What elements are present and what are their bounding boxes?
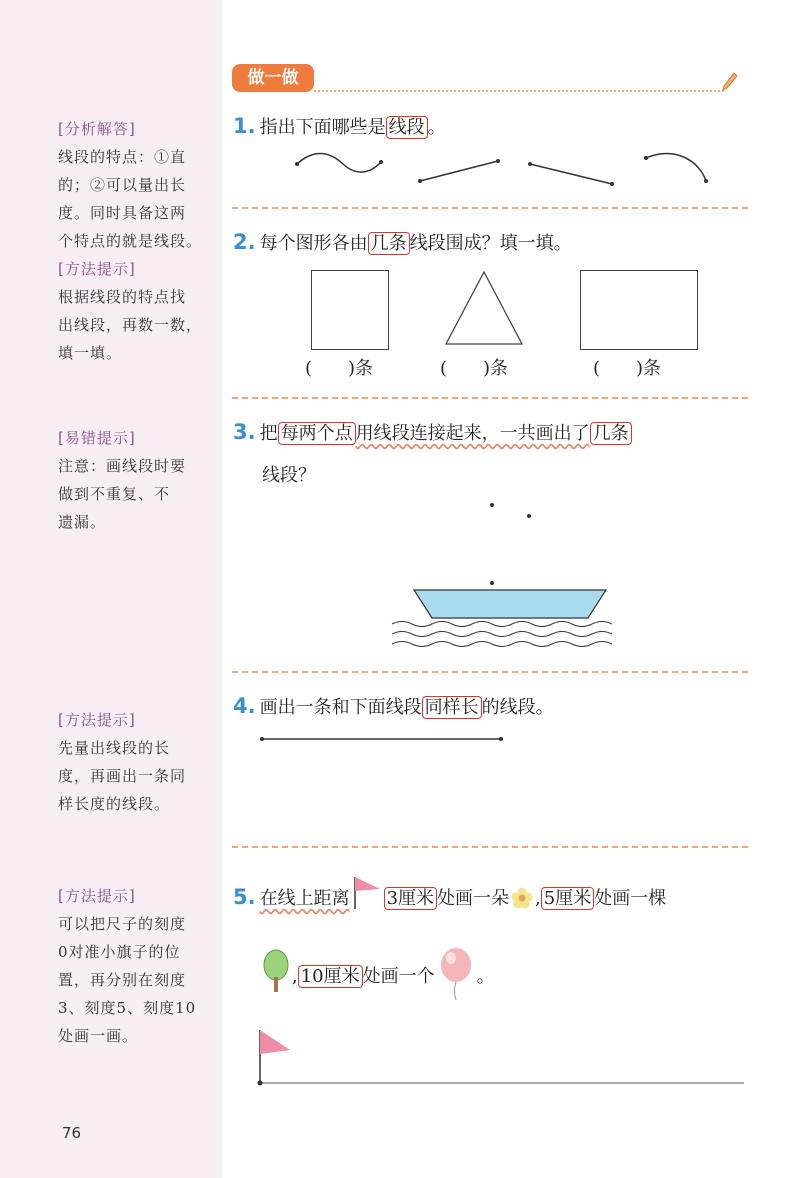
method-tip-3-title: [方法提示] [58, 887, 136, 905]
keyword-box: 几条 [368, 232, 410, 255]
question-5: 5. 在线上距离 3厘米 处画一朵 , 5厘米 处画一棵 [233, 884, 666, 910]
question-number: 2. [233, 230, 256, 254]
rectangle-figure [580, 270, 698, 350]
question-text: 在线上距离 [259, 888, 350, 909]
keyword-box: 5厘米 [541, 887, 594, 910]
mistake-tip-line: 注意：画线段时要 [58, 457, 187, 475]
question-text: 。 [476, 966, 495, 987]
question-2 [233, 229, 572, 255]
question-1 [233, 113, 446, 139]
question-text: 把 [259, 423, 278, 444]
keyword-box: 线段 [386, 116, 428, 139]
segment-figure [418, 158, 500, 184]
question-number: 5. [233, 885, 256, 909]
method-tip-3-line: 0对准小旗子的位 [58, 943, 181, 961]
keyword-box: 几条 [590, 422, 632, 445]
answer-blank[interactable]: ( )条 [305, 358, 374, 379]
boat-dots-figure [388, 500, 628, 650]
question-4 [233, 693, 554, 719]
question-text: 处画一棵 [594, 888, 667, 909]
section-divider [232, 671, 748, 673]
keyword-box: 每两个点 [278, 422, 356, 445]
analysis-tip [58, 115, 208, 367]
section-divider [232, 846, 748, 848]
pencil-icon [722, 72, 738, 92]
reference-segment [260, 735, 504, 743]
keyword-box: 10厘米 [298, 965, 363, 988]
analysis-tip-line: 线段的特点：①直 [58, 148, 187, 166]
header-dotted-line [314, 90, 724, 92]
page-number: 76 [62, 1124, 82, 1142]
arc-figure [644, 150, 710, 184]
analysis-tip-line: 的；②可以量出长 [58, 176, 187, 194]
keyword-box: 同样长 [422, 696, 482, 719]
question-3 [233, 419, 632, 445]
question-number: 4. [233, 694, 256, 718]
flag-icon [350, 889, 384, 909]
triangle-figure [444, 270, 524, 346]
question-3-line-2: 线段？ [262, 465, 316, 486]
question-text: 用线段连接起来，一共画出了 [355, 423, 590, 444]
method-tip-3-line: 处画一画。 [58, 1027, 139, 1045]
method-tip-title: [方法提示] [58, 260, 136, 278]
flower-icon [509, 889, 535, 909]
square-figure [311, 270, 389, 350]
mistake-tip-title: [易错提示] [58, 429, 136, 447]
question-text: 画出一条和下面线段 [259, 697, 422, 718]
method-tip-line: 根据线段的特点找 [58, 288, 187, 306]
method-tip-line: 出线段，再数一数， [58, 316, 203, 334]
mistake-tip-line: 做到不重复、不 [58, 485, 171, 503]
question-text: 每个图形各由 [259, 233, 368, 254]
question-text: 指出下面哪些是 [259, 117, 386, 138]
balloon-icon [435, 965, 477, 989]
method-tip-3 [58, 882, 208, 1050]
answer-blank[interactable]: ( )条 [440, 358, 509, 379]
section-divider [232, 397, 748, 399]
section-badge: 做一做 [232, 64, 314, 92]
question-text: 处画一朵 [437, 888, 510, 909]
method-tip-2-title: [方法提示] [58, 711, 136, 729]
question-text: 的线段。 [481, 697, 554, 718]
analysis-tip-line: 度。同时具备这两 [58, 204, 187, 222]
segment-figure [528, 162, 614, 186]
tree-icon [262, 965, 292, 989]
analysis-tip-line: 个特点的就是线段。 [58, 232, 203, 250]
answer-blank[interactable]: ( )条 [593, 358, 662, 379]
mistake-tip [58, 424, 208, 536]
question-text: 处画一个 [362, 966, 435, 987]
method-tip-3-line: 3、刻度5、刻度10 [58, 999, 197, 1017]
curve-figure [295, 148, 385, 178]
question-5-line-2: , 10厘米 处画一个 。 [262, 962, 495, 989]
method-tip-2-line: 先量出线段的长 [58, 739, 171, 757]
method-tip-2-line: 样长度的线段。 [58, 795, 171, 813]
method-tip-3-line: 置，再分别在刻度 [58, 971, 187, 989]
method-tip-2-line: 度，再画出一条同 [58, 767, 187, 785]
method-tip-line: 填一填。 [58, 344, 123, 362]
section-divider [232, 207, 748, 209]
drawing-line-with-flag [256, 1026, 746, 1088]
question-number: 1. [233, 114, 256, 138]
method-tip-2 [58, 706, 208, 818]
question-text: 。 [427, 117, 446, 138]
method-tip-3-line: 可以把尺子的刻度 [58, 915, 187, 933]
question-text: 线段围成？填一填。 [409, 233, 572, 254]
analysis-tip-title: [分析解答] [58, 120, 136, 138]
keyword-box: 3厘米 [384, 887, 437, 910]
question-number: 3. [233, 420, 256, 444]
mistake-tip-line: 遗漏。 [58, 513, 107, 531]
